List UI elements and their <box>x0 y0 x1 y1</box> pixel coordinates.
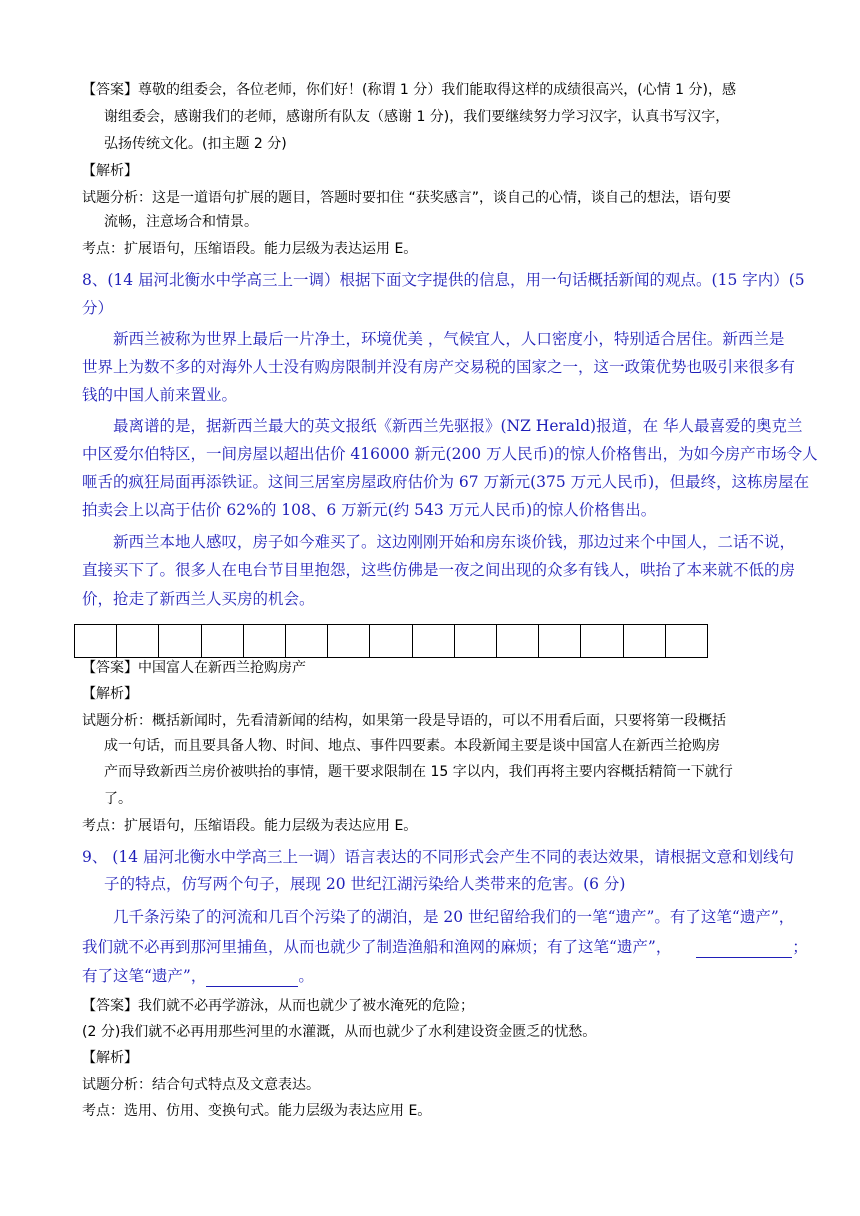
kaodian-7: 考点：扩展语句，压缩语段。能力层级为表达运用 E。 <box>82 241 418 257</box>
grid-cell[interactable] <box>413 625 455 657</box>
grid-cell[interactable] <box>286 625 328 657</box>
grid-cell[interactable] <box>666 625 707 657</box>
analysis-8-line-4: 了。 <box>104 791 132 807</box>
analysis-label-8: 【解析】 <box>82 686 138 702</box>
q8-paragraph-1-line-2: 世界上为数不多的对海外人士没有购房限制并没有房产交易税的国家之一，这一政策优势也吸引来很多有 <box>82 358 796 376</box>
answer-9-line-2: (2 分)我们就不必再用那些河里的水灌溉，从而也就少了水利建设资金匮乏的忧愁。 <box>82 1024 597 1040</box>
q9-paragraph-line-2-text: 我们就不必再到那河里捕鱼，从而也就少了制造渔船和渔网的麻烦；有了这笔“遗产”， <box>82 938 672 956</box>
analysis-7-line-1: 试题分析：这是一道语句扩展的题目，答题时要扣住 “获奖感言”，谈自己的心情，谈自己的想法，语句要 <box>82 190 731 206</box>
q8-paragraph-3-line-2: 直接买下了。很多人在电台节目里抱怨，这些仿佛是一夜之间出现的众多有钱人，哄抬了本来就不低的房 <box>82 561 796 579</box>
grid-cell[interactable] <box>581 625 623 657</box>
fill-blank-2[interactable] <box>206 966 298 987</box>
analysis-8-line-3: 产而导致新西兰房价被哄抬的事情，题干要求限制在 15 字以内，我们再将主要内容概括精简一下就行 <box>104 764 733 780</box>
answer-7-line-2: 谢组委会，感谢我们的老师，感谢所有队友（感谢 1 分)，我们要继续努力学习汉字，认真书写汉字， <box>104 109 730 125</box>
q9-paragraph-line-3 <box>82 966 314 987</box>
q9-paragraph-line-1: 几千条污染了的河流和几百个污染了的湖泊，是 20 世纪留给我们的一笔“遗产”。有了这笔“遗产”， <box>113 908 795 926</box>
q8-paragraph-3-line-1: 新西兰本地人感叹，房子如今难买了。这边刚刚开始和房东谈价钱，那边过来个中国人，二话不说， <box>113 533 796 551</box>
answer-8: 【答案】中国富人在新西兰抢购房产 <box>82 660 306 676</box>
kaodian-9: 考点：选用、仿用、变换句式。能力层级为表达应用 E。 <box>82 1103 432 1119</box>
question-9-line-2: 子的特点，仿写两个句子，展现 20 世纪江湖污染给人类带来的危害。(6 分) <box>104 875 626 893</box>
q9-paragraph-line-3-text: 有了这笔“遗产”， <box>82 967 207 985</box>
q9-semicolon: ； <box>792 938 808 956</box>
q8-paragraph-1-line-3: 钱的中国人前来置业。 <box>82 386 238 404</box>
analysis-9: 试题分析：结合句式特点及文意表达。 <box>82 1077 320 1093</box>
grid-cell[interactable] <box>539 625 581 657</box>
analysis-label-9: 【解析】 <box>82 1050 138 1066</box>
q9-paragraph-line-2 <box>82 937 808 958</box>
grid-cell[interactable] <box>328 625 370 657</box>
analysis-7-line-2: 流畅，注意场合和情景。 <box>104 214 258 230</box>
question-8-line-2: 分） <box>82 299 114 317</box>
answer-9-line-1: 【答案】我们就不必再学游泳，从而也就少了被水淹死的危险； <box>82 998 474 1014</box>
question-8-line-1: 8、(14 届河北衡水中学高三上一调）根据下面文字提供的信息，用一句话概括新闻的观点。(15 字内）(5 <box>82 271 805 289</box>
q8-paragraph-2-line-2: 中区爱尔伯特区，一间房屋以超出估价 416000 新元(200 万人民币)的惊人价格售出，为如今房产市场令人 <box>82 445 818 463</box>
q9-period: 。 <box>298 967 314 985</box>
q8-paragraph-3-line-3: 价，抢走了新西兰人买房的机会。 <box>82 590 315 608</box>
grid-cell[interactable] <box>202 625 244 657</box>
analysis-8-line-1: 试题分析：概括新闻时，先看清新闻的结构，如果第一段是导语的，可以不用看后面，只要将第一段概括 <box>82 713 726 729</box>
q8-paragraph-1-line-1: 新西兰被称为世界上最后一片净土，环境优美 ，气候宜人，人口密度小，特别适合居住。新西兰是 <box>113 330 785 348</box>
q8-paragraph-2-line-1: 最离谱的是，据新西兰最大的英文报纸《新西兰先驱报》(NZ Herald)报道，在 华人最喜爱的奥克兰 <box>113 417 803 435</box>
q8-paragraph-2-line-4: 拍卖会上以高于估价 62%的 108、6 万新元(约 543 万元人民币)的惊人价格售出。 <box>82 501 657 519</box>
question-9-line-1: 9、 (14 届河北衡水中学高三上一调）语言表达的不同形式会产生不同的表达效果，请根据文意和划线句 <box>82 848 794 866</box>
analysis-label-7: 【解析】 <box>82 163 138 179</box>
grid-cell[interactable] <box>117 625 159 657</box>
q8-paragraph-2-line-3: 咂舌的疯狂局面再添铁证。这间三居室房屋政府估价为 67 万新元(375 万元人民币)，但最终，这栋房屋在 <box>82 473 810 491</box>
grid-cell[interactable] <box>159 625 201 657</box>
answer-7-line-1: 【答案】尊敬的组委会，各位老师，你们好！(称谓 1 分）我们能取得这样的成绩很高兴，(心情 1 分)，感 <box>82 82 736 98</box>
kaodian-8: 考点：扩展语句，压缩语段。能力层级为表达应用 E。 <box>82 818 418 834</box>
grid-cell[interactable] <box>497 625 539 657</box>
answer-7-line-3: 弘扬传统文化。(扣主题 2 分) <box>104 136 287 152</box>
grid-cell[interactable] <box>75 625 117 657</box>
grid-cell[interactable] <box>624 625 666 657</box>
analysis-8-line-2: 成一句话，而且要具备人物、时间、地点、事件四要素。本段新闻主要是谈中国富人在新西兰抢购房 <box>104 738 720 754</box>
grid-cell[interactable] <box>455 625 497 657</box>
fill-blank-1[interactable] <box>696 937 792 958</box>
answer-grid <box>74 624 708 658</box>
grid-cell[interactable] <box>370 625 412 657</box>
grid-cell[interactable] <box>244 625 286 657</box>
